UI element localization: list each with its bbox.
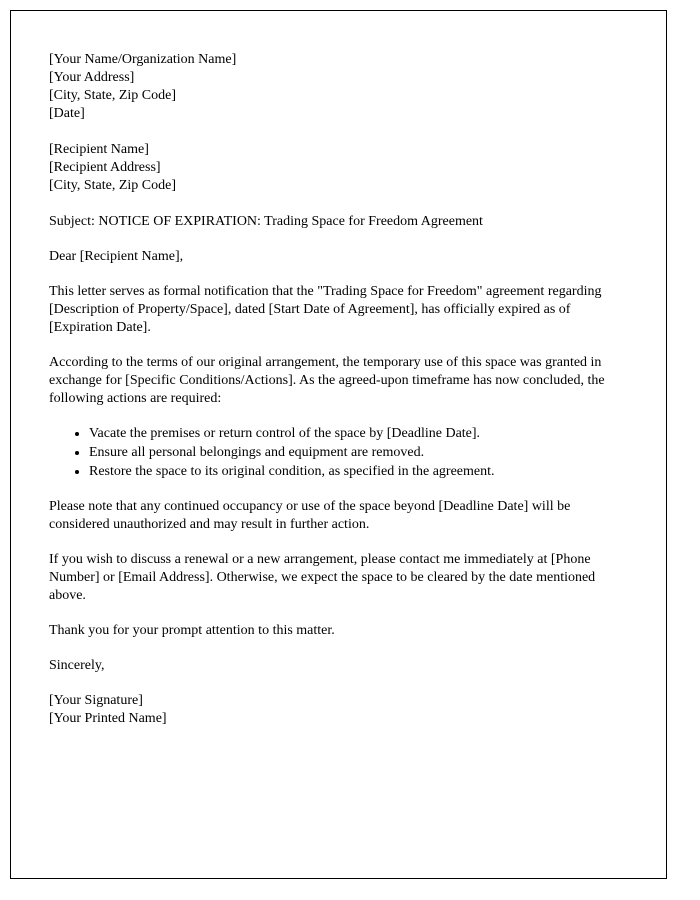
sender-city-state-zip-line: [City, State, Zip Code] bbox=[49, 88, 177, 103]
terms-paragraph: According to the terms of our original arrangement, the temporary use of this space was granted in exchange for [Specific Conditions/Actions]. As the agreed-upon timeframe has now concluded, the following actions are required: bbox=[49, 355, 605, 406]
list-item: • Restore the space to its original condition, as specified in the agreement. bbox=[89, 463, 634, 481]
thanks-paragraph: Thank you for your prompt attention to this matter. bbox=[49, 623, 335, 638]
letter-content bbox=[11, 11, 666, 776]
printed-name-line: [Your Printed Name] bbox=[49, 711, 167, 726]
intro-paragraph: This letter serves as formal notification that the "Trading Space for Freedom" agreement regarding [Description of Property/Space], dated [Start Date of Agreement], has officially expired as of [Expiration Date]. bbox=[49, 284, 602, 335]
recipient-name-line: [Recipient Name] bbox=[49, 142, 149, 157]
contact-paragraph: If you wish to discuss a renewal or a new arrangement, please contact me immediately at [Phone Number] or [Email Address]. Otherwise, we expect the space to be cleared by the date mentioned above. bbox=[49, 552, 596, 603]
sender-address-line: [Your Address] bbox=[49, 70, 135, 85]
letter-page bbox=[10, 10, 667, 879]
sender-name-line: [Your Name/Organization Name] bbox=[49, 52, 237, 67]
signature-block bbox=[49, 692, 634, 728]
notice-paragraph: Please note that any continued occupancy or use of the space beyond [Deadline Date] will be considered unauthorized and may result in further action. bbox=[49, 499, 571, 532]
list-item: • Vacate the premises or return control of the space by [Deadline Date]. bbox=[89, 425, 634, 443]
recipient-block bbox=[49, 141, 634, 195]
recipient-address-line: [Recipient Address] bbox=[49, 160, 161, 175]
date-line: [Date] bbox=[49, 106, 85, 121]
list-item: • Ensure all personal belongings and equipment are removed. bbox=[89, 444, 634, 462]
closing-line: Sincerely, bbox=[49, 658, 105, 673]
signature-line: [Your Signature] bbox=[49, 693, 143, 708]
recipient-city-state-zip-line: [City, State, Zip Code] bbox=[49, 178, 177, 193]
required-actions-list bbox=[49, 425, 634, 481]
salutation-line: Dear [Recipient Name], bbox=[49, 249, 184, 264]
sender-block bbox=[49, 51, 634, 123]
subject-line: Subject: NOTICE OF EXPIRATION: Trading Space for Freedom Agreement bbox=[49, 214, 483, 229]
